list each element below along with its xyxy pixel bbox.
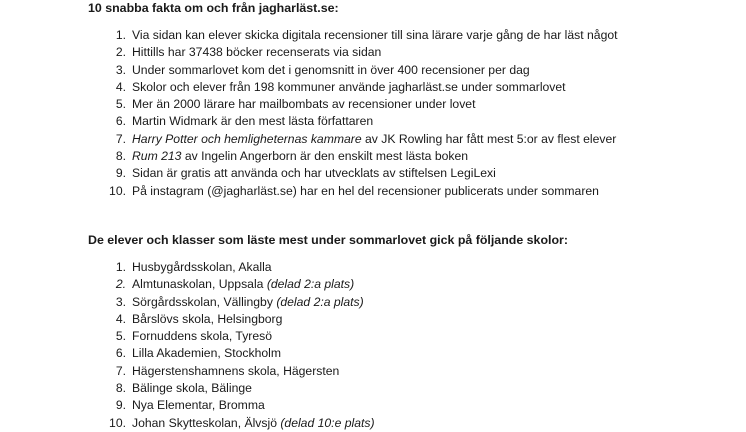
item-number: 7. bbox=[115, 131, 126, 146]
item-text: Nya Elementar, Bromma bbox=[132, 398, 265, 413]
shared-place-note: (delad 2:a plats) bbox=[266, 277, 355, 292]
item-number: 1. bbox=[115, 260, 126, 274]
item-number: 10. bbox=[109, 415, 126, 430]
item-number: 9. bbox=[115, 398, 126, 413]
item-number: 2. bbox=[115, 277, 126, 292]
item-number: 4. bbox=[115, 79, 126, 94]
item-text: Sörgårdsskolan, Vällingby (delad 2:a plats) bbox=[132, 294, 364, 309]
item-number: 5. bbox=[115, 97, 126, 112]
item-number: 8. bbox=[115, 381, 126, 396]
item-text: Harry Potter och hemligheternas kammare av JK Rowling har fått mest 5:or av flest elever bbox=[132, 131, 617, 146]
item-text: Sidan är gratis att använda och har utvecklats av stiftelsen LegiLexi bbox=[132, 166, 496, 181]
item-text: Via sidan kan elever skicka digitala recensioner till sina lärare varje gång de har läst något bbox=[132, 28, 618, 42]
item-number: 3. bbox=[115, 294, 126, 309]
item-number: 9. bbox=[115, 166, 126, 181]
item-number: 4. bbox=[115, 311, 126, 326]
book-title: Rum 213 bbox=[132, 149, 182, 164]
shared-place-note: (delad 10:e plats) bbox=[280, 415, 375, 430]
book-title: Harry Potter och hemligheternas kammare bbox=[132, 131, 362, 146]
item-number: 8. bbox=[115, 149, 126, 164]
item-text: Mer än 2000 lärare har mailbombats av recensioner under lovet bbox=[132, 97, 476, 112]
item-text: Almtunaskolan, Uppsala (delad 2:a plats) bbox=[132, 277, 355, 292]
facts-heading: 10 snabba fakta om och från jagharläst.se: bbox=[88, 1, 339, 15]
item-number: 1. bbox=[115, 28, 126, 42]
item-text: Skolor och elever från 198 kommuner använde jagharläst.se under sommarlovet bbox=[132, 79, 566, 94]
item-number: 7. bbox=[115, 363, 126, 378]
item-text: Hägerstenshamnens skola, Hägersten bbox=[132, 363, 340, 378]
shared-place-note: (delad 2:a plats) bbox=[276, 294, 364, 309]
item-number: 6. bbox=[115, 346, 126, 361]
item-text: Fornuddens skola, Tyresö bbox=[132, 329, 273, 344]
item-text: På instagram (@jagharläst.se) har en hel del recensioner publicerats under sommaren bbox=[132, 183, 599, 198]
item-text: Rum 213 av Ingelin Angerborn är den enskilt mest lästa boken bbox=[132, 149, 469, 164]
item-text: Martin Widmark är den mest lästa författaren bbox=[132, 114, 374, 129]
item-text: Lilla Akademien, Stockholm bbox=[132, 346, 282, 361]
item-number: 3. bbox=[115, 62, 126, 77]
item-text: Hittills har 37438 böcker recenserats via sidan bbox=[132, 45, 382, 60]
item-text: Bälinge skola, Bälinge bbox=[132, 381, 252, 396]
schools-heading: De elever och klasser som läste mest under sommarlovet gick på följande skolor: bbox=[88, 233, 568, 247]
item-number: 10. bbox=[109, 183, 126, 198]
item-number: 2. bbox=[115, 45, 126, 60]
item-text: Husbygårdsskolan, Akalla bbox=[132, 260, 272, 274]
item-number: 5. bbox=[115, 329, 126, 344]
item-text: Under sommarlovet kom det i genomsnitt in över 400 recensioner per dag bbox=[132, 62, 530, 77]
item-text: Johan Skytteskolan, Älvsjö (delad 10:e plats) bbox=[132, 415, 375, 430]
item-number: 6. bbox=[115, 114, 126, 129]
item-text: Bårslövs skola, Helsingborg bbox=[132, 311, 283, 326]
